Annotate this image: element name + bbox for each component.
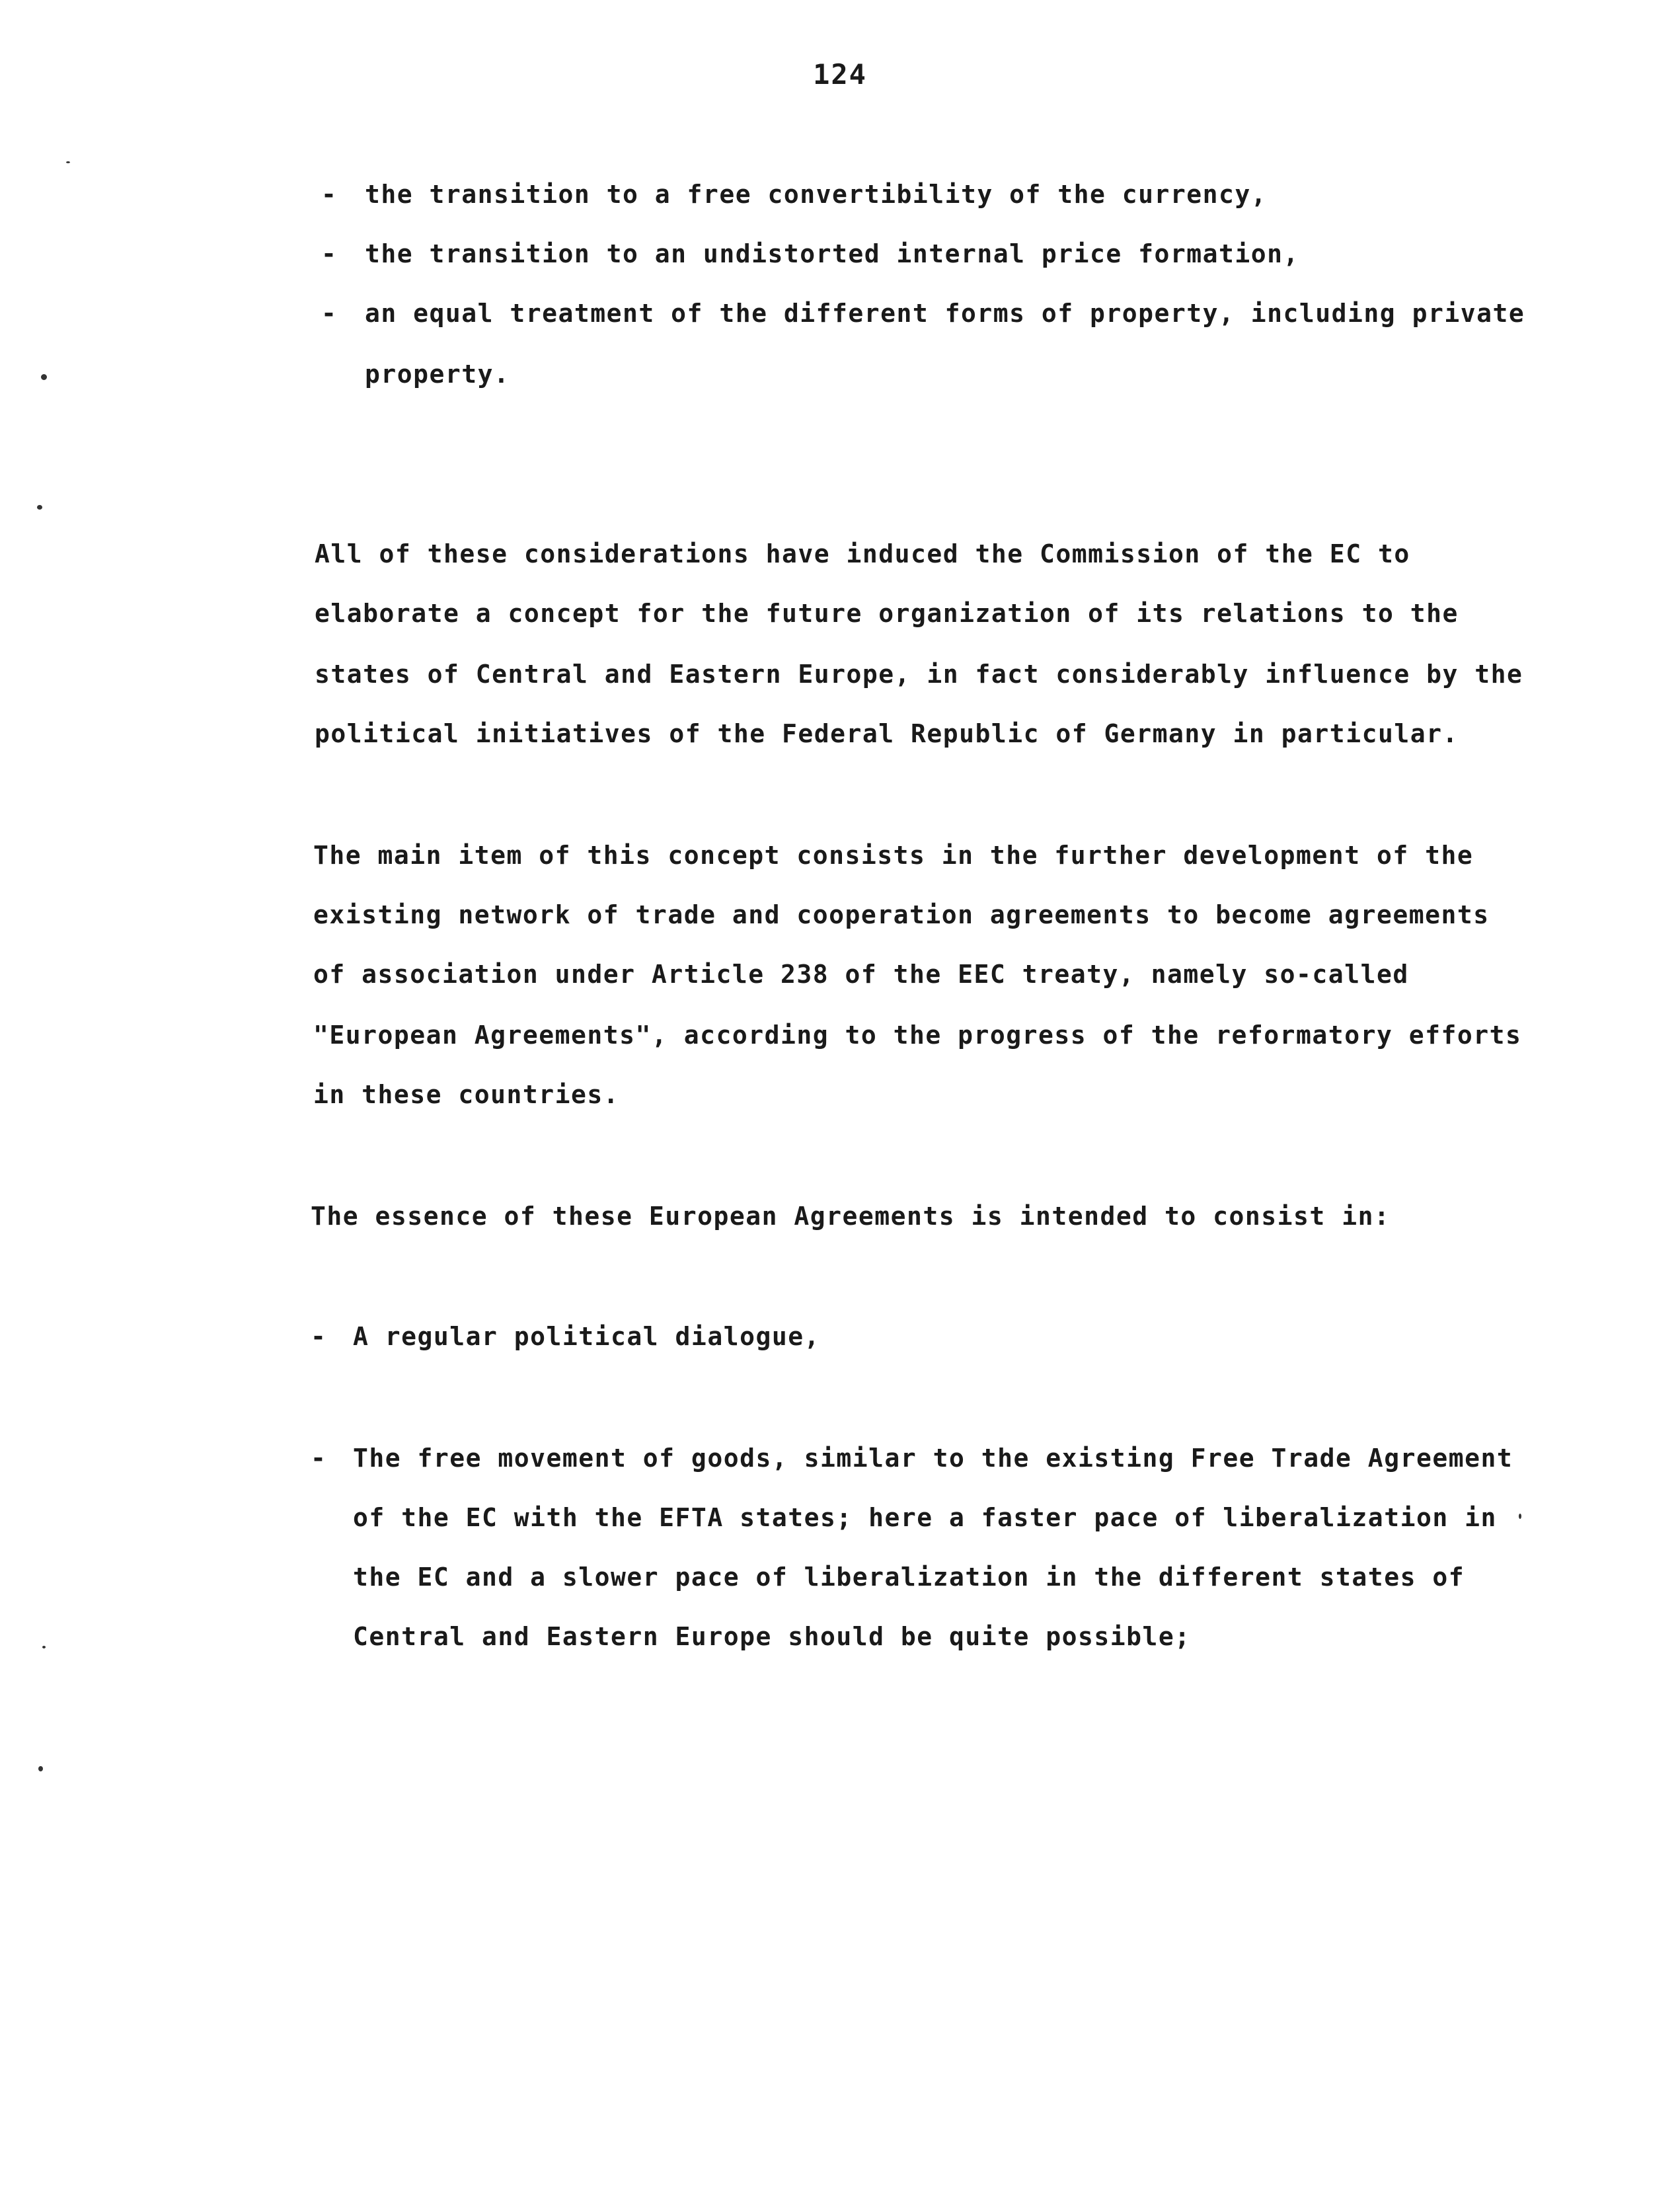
scan-speck [1519, 1514, 1521, 1519]
list-item: the transition to a free convertibility of the currency, [365, 180, 1268, 209]
scan-speck [41, 374, 47, 380]
list-bullet: - [311, 1322, 326, 1351]
page-number: 124 [813, 58, 867, 91]
list-item-continuation: Central and Eastern Europe should be quite possible; [353, 1622, 1191, 1651]
list-item: The free movement of goods, similar to the existing Free Trade Agreement [353, 1444, 1513, 1473]
scan-speck [37, 505, 42, 510]
list-item: the transition to an undistorted internal price formation, [365, 239, 1299, 268]
scan-speck [42, 1646, 46, 1648]
list-bullet: - [321, 299, 336, 328]
list-bullet: - [321, 239, 336, 268]
list-item-continuation: the EC and a slower pace of liberalization in the different states of [353, 1563, 1465, 1592]
list-item-continuation: property. [365, 360, 510, 389]
scan-speck [66, 161, 70, 163]
paragraph-line: of association under Article 238 of the EEC treaty, namely so-called [313, 960, 1409, 989]
paragraph-line: states of Central and Eastern Europe, in fact considerably influence by the [315, 660, 1523, 689]
paragraph-line: The essence of these European Agreements is intended to consist in: [311, 1202, 1391, 1231]
scan-speck [38, 1766, 43, 1771]
paragraph-line: The main item of this concept consists in the further development of the [313, 841, 1474, 870]
paragraph-line: elaborate a concept for the future organization of its relations to the [315, 599, 1459, 628]
paragraph-line: in these countries. [313, 1080, 620, 1109]
list-item-continuation: of the EC with the EFTA states; here a faster pace of liberalization in [353, 1503, 1497, 1532]
list-bullet: - [311, 1444, 326, 1473]
list-item: A regular political dialogue, [353, 1322, 820, 1351]
paragraph-line: All of these considerations have induced the Commission of the EC to [315, 539, 1410, 568]
paragraph-line: political initiatives of the Federal Republic of Germany in particular. [315, 719, 1459, 748]
list-item: an equal treatment of the different forms of property, including private [365, 299, 1525, 328]
paragraph-line: "European Agreements", according to the progress of the reformatory efforts [313, 1021, 1522, 1050]
paragraph-line: existing network of trade and cooperation agreements to become agreements [313, 900, 1490, 929]
list-bullet: - [321, 180, 336, 209]
